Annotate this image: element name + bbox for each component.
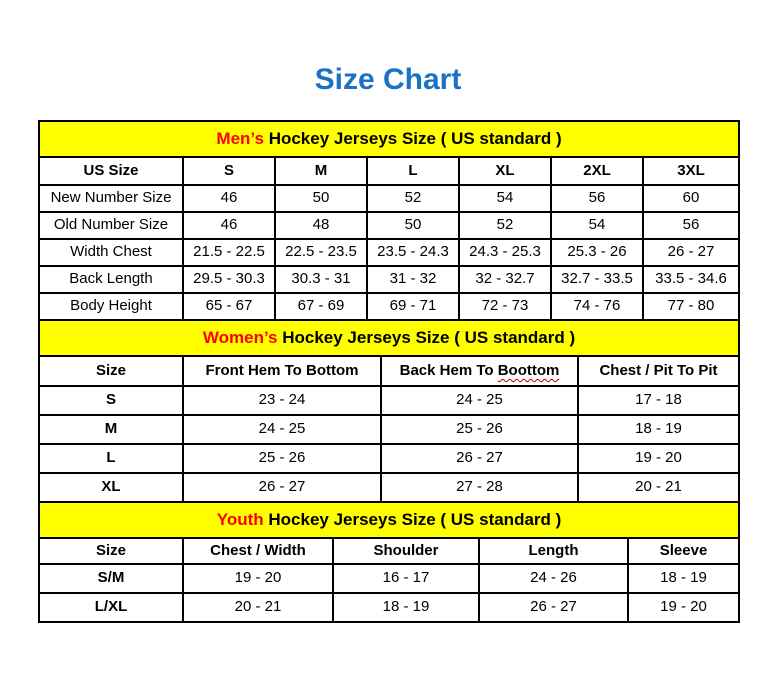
youth-size-table	[38, 501, 740, 623]
cell: 23.5 - 24.3	[367, 239, 459, 266]
youth-table-title-band	[39, 502, 739, 538]
mens-size-table	[38, 120, 740, 321]
cell: 24 - 25	[381, 386, 578, 415]
cell: 50	[367, 212, 459, 239]
row-label: Back Length	[39, 266, 183, 293]
row-label: S/M	[39, 564, 183, 593]
youth-header-row	[39, 538, 739, 564]
cell: 32.7 - 33.5	[551, 266, 643, 293]
back-hem-prefix: Back Hem To	[399, 361, 498, 379]
mens-header-m: M	[275, 157, 367, 185]
cell: 22.5 - 23.5	[275, 239, 367, 266]
cell: 77 - 80	[643, 293, 739, 320]
row-label: S	[39, 386, 183, 415]
cell: 27 - 28	[381, 473, 578, 502]
womens-header-size: Size	[39, 356, 183, 386]
cell: 50	[275, 185, 367, 212]
row-label: Width Chest	[39, 239, 183, 266]
cell: 60	[643, 185, 739, 212]
cell: 65 - 67	[183, 293, 275, 320]
womens-table-title	[39, 320, 739, 356]
mens-row-back-length	[39, 266, 739, 293]
cell: 17 - 18	[578, 386, 739, 415]
cell: 46	[183, 185, 275, 212]
womens-row-l	[39, 444, 739, 473]
womens-title-rest: Hockey Jerseys Size ( US standard )	[277, 327, 576, 347]
cell: 31 - 32	[367, 266, 459, 293]
row-label: New Number Size	[39, 185, 183, 212]
youth-header-chest-width: Chest / Width	[183, 538, 333, 564]
womens-header-front-hem: Front Hem To Bottom	[183, 356, 381, 386]
cell: 19 - 20	[578, 444, 739, 473]
womens-size-table	[38, 319, 740, 503]
youth-header-size: Size	[39, 538, 183, 564]
row-label: Body Height	[39, 293, 183, 320]
cell: 54	[551, 212, 643, 239]
cell: 74 - 76	[551, 293, 643, 320]
cell: 20 - 21	[183, 593, 333, 622]
mens-title-rest: Hockey Jerseys Size ( US standard )	[263, 128, 562, 148]
mens-header-xl: XL	[459, 157, 551, 185]
cell: 26 - 27	[643, 239, 739, 266]
womens-row-xl	[39, 473, 739, 502]
youth-header-shoulder: Shoulder	[333, 538, 479, 564]
mens-row-old-number-size	[39, 212, 739, 239]
cell: 26 - 27	[479, 593, 628, 622]
youth-row-sm	[39, 564, 739, 593]
cell: 20 - 21	[578, 473, 739, 502]
cell: 72 - 73	[459, 293, 551, 320]
cell: 48	[275, 212, 367, 239]
mens-header-3xl: 3XL	[643, 157, 739, 185]
row-label: M	[39, 415, 183, 444]
row-label: XL	[39, 473, 183, 502]
cell: 18 - 19	[628, 564, 739, 593]
row-label: L/XL	[39, 593, 183, 622]
mens-header-row	[39, 157, 739, 185]
cell: 26 - 27	[381, 444, 578, 473]
cell: 32 - 32.7	[459, 266, 551, 293]
cell: 52	[367, 185, 459, 212]
womens-header-chest-pit: Chest / Pit To Pit	[578, 356, 739, 386]
womens-row-m	[39, 415, 739, 444]
cell: 56	[643, 212, 739, 239]
mens-header-us-size: US Size	[39, 157, 183, 185]
womens-header-back-hem	[381, 356, 578, 386]
youth-header-length: Length	[479, 538, 628, 564]
cell: 18 - 19	[333, 593, 479, 622]
cell: 56	[551, 185, 643, 212]
cell: 67 - 69	[275, 293, 367, 320]
mens-table-title	[39, 121, 739, 157]
mens-row-body-height	[39, 293, 739, 320]
mens-title-highlight: Men’s	[216, 128, 264, 148]
cell: 21.5 - 22.5	[183, 239, 275, 266]
cell: 52	[459, 212, 551, 239]
cell: 29.5 - 30.3	[183, 266, 275, 293]
mens-row-width-chest	[39, 239, 739, 266]
mens-header-2xl: 2XL	[551, 157, 643, 185]
cell: 69 - 71	[367, 293, 459, 320]
cell: 25.3 - 26	[551, 239, 643, 266]
cell: 24 - 26	[479, 564, 628, 593]
cell: 25 - 26	[183, 444, 381, 473]
mens-table-title-band	[39, 121, 739, 157]
youth-table-title	[39, 502, 739, 538]
cell: 33.5 - 34.6	[643, 266, 739, 293]
row-label: Old Number Size	[39, 212, 183, 239]
womens-header-row	[39, 356, 739, 386]
mens-header-l: L	[367, 157, 459, 185]
cell: 54	[459, 185, 551, 212]
womens-title-highlight: Women’s	[202, 327, 278, 347]
cell: 23 - 24	[183, 386, 381, 415]
cell: 30.3 - 31	[275, 266, 367, 293]
cell: 24.3 - 25.3	[459, 239, 551, 266]
youth-row-lxl	[39, 593, 739, 622]
womens-row-s	[39, 386, 739, 415]
cell: 19 - 20	[628, 593, 739, 622]
youth-header-sleeve: Sleeve	[628, 538, 739, 564]
back-hem-misspelled-word: Boottom	[497, 361, 560, 379]
cell: 24 - 25	[183, 415, 381, 444]
mens-header-s: S	[183, 157, 275, 185]
cell: 18 - 19	[578, 415, 739, 444]
cell: 25 - 26	[381, 415, 578, 444]
cell: 26 - 27	[183, 473, 381, 502]
cell: 16 - 17	[333, 564, 479, 593]
cell: 46	[183, 212, 275, 239]
mens-row-new-number-size	[39, 185, 739, 212]
row-label: L	[39, 444, 183, 473]
size-chart-tables	[38, 120, 738, 623]
womens-table-title-band	[39, 320, 739, 356]
page-title: Size Chart	[314, 63, 462, 96]
youth-title-highlight: Youth	[216, 509, 264, 529]
cell: 19 - 20	[183, 564, 333, 593]
youth-title-rest: Hockey Jerseys Size ( US standard )	[263, 509, 562, 529]
